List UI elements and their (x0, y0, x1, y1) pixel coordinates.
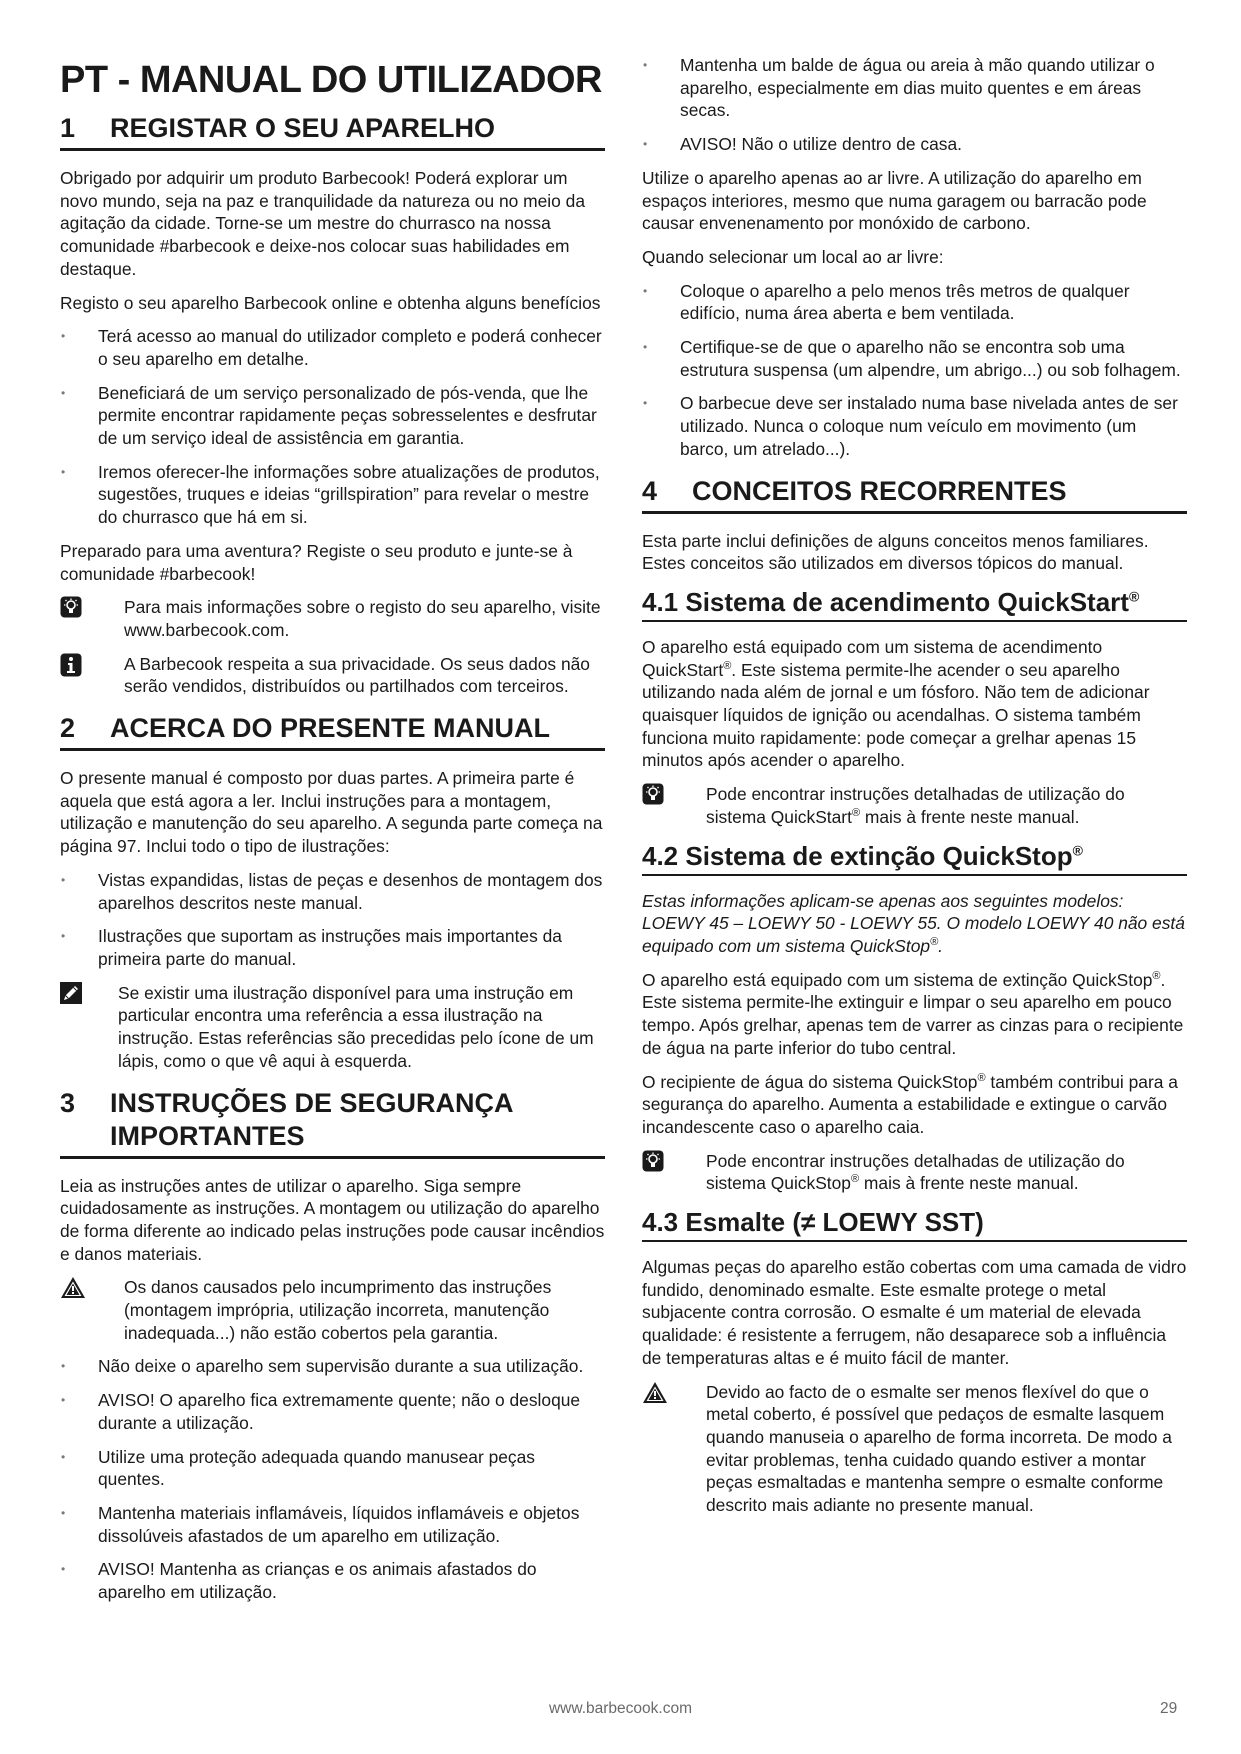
paragraph: O aparelho está equipado com um sistema de acendimento QuickStart®. Este sistema permite-lhe acender o seu aparelho utilizando nada além de jornal e um fósforo. Não tem de adicionar quaisquer líquidos de ignição ou acendalhas. O sistema também funciona muito rapidamente: pode começar a grelhar apenas 15 minutos após acender o aparelho. (642, 636, 1150, 771)
bullet-icon: • (61, 385, 66, 400)
lightbulb-icon (642, 1150, 706, 1195)
list-item: • Vistas expandidas, listas de peças e desenhos de montagem dos aparelhos descritos neste manual. (61, 869, 603, 913)
list-item: • Iremos oferecer-lhe informações sobre atualizações de produtos, sugestões, truques e ideias “grillspiration” para revelar o mestre do churrasco que há em si. (61, 461, 600, 528)
bullet-icon: • (643, 58, 648, 72)
page-number: 29 (1160, 1700, 1178, 1717)
list-item: • AVISO! Não o utilize dentro de casa. (643, 134, 962, 155)
section-3-heading (60, 1087, 605, 1159)
paragraph: O presente manual é composto por duas partes. A primeira parte é aquela que está agora a ler. Inclui instruções para a montagem, utilização e manutenção do seu aparelho. A segunda parte começa na página 97. Inclui todo o tipo de ilustrações: (60, 768, 603, 857)
list-item: • Beneficiará de um serviço personalizado de pós-venda, que lhe permite encontrar rapidamente peças sobresselentes e desfrutar de um serviço ideal de assistência em garantia. (61, 382, 597, 449)
bullet-list (60, 869, 605, 971)
paragraph: O recipiente de água do sistema QuickStop® também contribui para a segurança do aparelho. Aumenta a estabilidade e extingue o carvão incandescente caso o aparelho caia. (642, 1071, 1178, 1137)
paragraph: Algumas peças do aparelho estão cobertas com uma camada de vidro fundido, denominado esmalte. Este esmalte protege o metal subjacente contra corrosão. O esmalte é um material de elevada qualidade: é resistente a ferrugem, não desaparece sob a influência de temperaturas altas e é muito fácil de manter. (642, 1257, 1187, 1368)
list-item: • Não deixe o aparelho sem supervisão durante a sua utilização. (61, 1356, 584, 1377)
bullet-icon: • (61, 1393, 66, 1408)
warning-note: Devido ao facto de o esmalte ser menos flexível do que o metal coberto, é possível que pedaços de esmalte lasquem quando manuseia o aparelho de forma incorreta. De modo a evitar problemas, tenha cuidado quando estiver a montar peças esmaltadas e mantenha sempre o esmalte conforme descrito mais adiante no presente manual. (642, 1381, 1187, 1517)
paragraph: Estas informações aplicam-se apenas aos seguintes modelos: LOEWY 45 – LOEWY 50 - LOEWY 55. O modelo LOEWY 40 não está equipado com um sistema QuickStop®. (642, 890, 1185, 956)
paragraph: Leia as instruções antes de utilizar o aparelho. Siga sempre cuidadosamente as instruções. A montagem ou utilização do aparelho de forma diferente ao indicado pelas instruções pode causar incêndios e danos materiais. (60, 1175, 605, 1264)
bullet-icon: • (61, 1359, 66, 1374)
bullet-list (642, 280, 1187, 461)
section-number: 1 (60, 113, 76, 143)
lightbulb-icon (642, 783, 706, 828)
bullet-icon: • (643, 283, 648, 298)
subsection-4-3-heading: 4.3 Esmalte (≠ LOEWY SST) (642, 1206, 1187, 1242)
list-item: • AVISO! O aparelho fica extremamente quente; não o desloque durante a utilização. (61, 1390, 581, 1433)
pencil-icon (60, 982, 118, 1073)
warning-note: Os danos causados pelo incumprimento das instruções (montagem imprópria, utilização incorreta, manutenção inadequada...) não estão cobertos pela garantia. (60, 1276, 605, 1344)
bullet-icon: • (643, 137, 648, 152)
section-number: 4 (642, 475, 658, 506)
section-title: ACERCA DO PRESENTE MANUAL (110, 713, 551, 744)
list-item: • Utilize uma proteção adequada quando manusear peças quentes. (61, 1446, 535, 1490)
warning-icon (642, 1381, 706, 1517)
paragraph: Registo o seu aparelho Barbecook online e obtenha alguns benefícios (60, 292, 601, 313)
bullet-icon: • (61, 1562, 66, 1577)
subsection-4-1-heading: 4.1 Sistema de acendimento QuickStart® (642, 586, 1187, 622)
section-number: 2 (60, 713, 76, 744)
bullet-icon: • (61, 1505, 66, 1520)
paragraph: Preparado para uma aventura? Registe o seu produto e junte-se à comunidade #barbecook! (60, 540, 573, 584)
list-item: • Mantenha um balde de água ou areia à mão quando utilizar o aparelho, especialmente em dias muito quentes e em áreas secas. (643, 55, 1155, 121)
list-item: • Mantenha materiais inflamáveis, líquidos inflamáveis e objetos dissolúveis afastados de um aparelho em utilização. (61, 1502, 580, 1546)
list-item: • Terá acesso ao manual do utilizador completo e poderá conhecer o seu aparelho em detalhe. (61, 326, 602, 369)
info-icon (60, 653, 124, 698)
paragraph: Obrigado por adquirir um produto Barbecook! Poderá explorar um novo mundo, seja na paz e tranquilidade da natureza ou no meio da agitação da cidade. Torne-se um mestre do churrasco na nossa comunidade #barbecook e deixe-nos colocar suas habilidades em destaque. (60, 168, 585, 279)
warning-icon (60, 1276, 124, 1344)
bullet-list (60, 1355, 605, 1603)
footer-url[interactable]: www.barbecook.com (548, 1700, 692, 1717)
info-note: A Barbecook respeita a sua privacidade. Os seus dados não serão vendidos, distribuídos ou partilhados com terceiros. (60, 653, 605, 698)
page-title: PT - MANUAL DO UTILIZADOR (60, 59, 602, 101)
bullet-list (642, 54, 1187, 156)
tip-note: Pode encontrar instruções detalhadas de utilização do sistema QuickStop® mais à frente neste manual. (642, 1150, 1187, 1195)
paragraph: O aparelho está equipado com um sistema de extinção QuickStop®. Este sistema permite-lhe extinguir e limpar o seu aparelho em pouco tempo. Após grelhar, apenas tem de varrer as cinzas para o recipiente de água na parte inferior do tubo central. (642, 969, 1184, 1058)
section-title: INSTRUÇÕES DE SEGURANÇA (110, 1087, 514, 1118)
bullet-icon: • (61, 329, 66, 344)
bullet-icon: • (61, 1449, 66, 1464)
section-title: REGISTAR O SEU APARELHO (110, 113, 496, 143)
section-number: 3 (60, 1087, 76, 1118)
subsection-4-2-heading: 4.2 Sistema de extinção QuickStop® (642, 840, 1187, 876)
tip-note: Pode encontrar instruções detalhadas de utilização do sistema QuickStart® mais à frente neste manual. (642, 783, 1187, 828)
bullet-icon: • (61, 872, 66, 887)
left-column (60, 58, 605, 1615)
paragraph: Utilize o aparelho apenas ao ar livre. A utilização do aparelho em espaços interiores, mesmo que numa garagem ou barracão pode causar envenenamento por monóxido de carbono. (642, 167, 1147, 234)
section-title: CONCEITOS RECORRENTES (692, 475, 1067, 506)
section-title: IMPORTANTES (110, 1120, 305, 1151)
bullet-icon: • (643, 396, 648, 411)
bullet-icon: • (61, 929, 66, 944)
paragraph: Quando selecionar um local ao ar livre: (642, 246, 944, 267)
section-1-heading (60, 112, 605, 151)
tip-note: Para mais informações sobre o registo do seu aparelho, visite www.barbecook.com. (60, 596, 605, 641)
list-item: • AVISO! Mantenha as crianças e os animais afastados do aparelho em utilização. (61, 1559, 537, 1603)
list-item: • O barbecue deve ser instalado numa base nivelada antes de ser utilizado. Nunca o coloque num veículo em movimento (um barco, um atrelado...). (643, 393, 1178, 459)
pencil-note: Se existir uma ilustração disponível para uma instrução em particular encontra uma referência a essa ilustração na instrução. Estas referências são precedidas pelo ícone de um lápis, como o que vê aqui à esquerda. (60, 982, 605, 1073)
bullet-list (60, 325, 605, 529)
list-item: • Certifique-se de que o aparelho não se encontra sob uma estrutura suspensa (um alpendre, um abrigo...) ou sob folhagem. (643, 337, 1181, 380)
section-4-heading (642, 475, 1187, 514)
paragraph: Esta parte inclui definições de alguns conceitos menos familiares. Estes conceitos são utilizados em diversos tópicos do manual. (642, 530, 1149, 574)
bullet-icon: • (61, 464, 66, 479)
not-equal-icon: ≠ (800, 1207, 816, 1238)
right-column (642, 54, 1187, 1528)
list-item: • Coloque o aparelho a pelo menos três metros de qualquer edifício, numa área aberta e bem ventilada. (643, 280, 1130, 324)
bullet-icon: • (643, 340, 648, 355)
lightbulb-icon (60, 596, 124, 641)
list-item: • Ilustrações que suportam as instruções mais importantes da primeira parte do manual. (61, 926, 562, 969)
section-2-heading (60, 712, 605, 751)
